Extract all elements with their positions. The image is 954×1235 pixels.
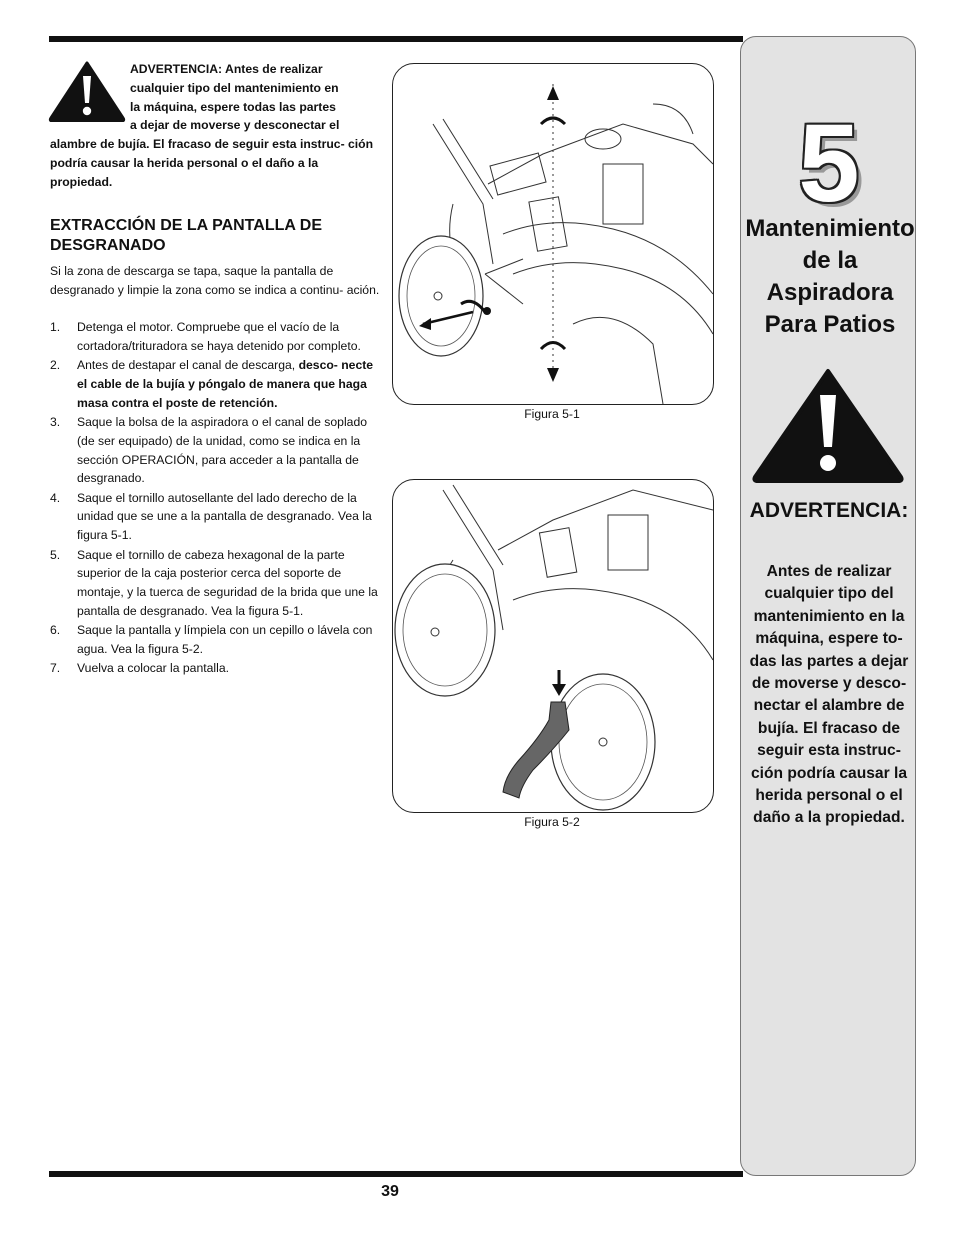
sidebar-warning-line: ción podría causar la: [751, 764, 907, 782]
bottom-rule: [49, 1171, 743, 1177]
step-number: 5.: [50, 547, 61, 562]
step-number: 2.: [50, 358, 61, 373]
sidebar-warning-text: [747, 561, 911, 830]
list-item: [50, 489, 382, 545]
step-number: 7.: [50, 661, 61, 676]
figure-5-2-caption: Figura 5-2: [524, 815, 580, 829]
list-item: [50, 356, 382, 412]
figure-5-2: [392, 479, 714, 813]
sidebar-warning-line: daño a la propiedad.: [753, 809, 905, 827]
page-number: 39: [381, 1183, 399, 1200]
step-text: Detenga el motor. Compruebe que el vacío de la cortadora/trituradora se haya detenido por completo.: [77, 320, 361, 353]
step-number: 3.: [50, 414, 61, 429]
figure-5-1: [392, 63, 714, 405]
sidebar-warning-line: bujía. El fracaso de: [757, 719, 901, 737]
sidebar-warning-line: cualquier tipo del: [764, 585, 894, 603]
list-item: [50, 621, 382, 659]
section-title: EXTRACCIÓN DE LA PANTALLA DE DESGRANADO: [50, 217, 322, 254]
chapter-title: [737, 213, 923, 341]
top-rule: [49, 36, 743, 42]
sidebar-warning-line: seguir esta instruc-: [757, 742, 901, 760]
sidebar-warning-line: Antes de realizar: [766, 563, 892, 580]
chapter-title-line: Para Patios: [764, 311, 896, 338]
steps-list: [50, 318, 382, 679]
step-number: 6.: [50, 623, 61, 638]
list-item: [50, 546, 382, 621]
list-item: [50, 318, 382, 356]
step-number: 4.: [50, 490, 61, 505]
list-item: [50, 659, 382, 678]
sidebar-warning-line: herida personal o el: [755, 787, 903, 805]
step-text: Saque el tornillo autosellante del lado derecho de la unidad que se une a la pantalla de desgranado. Vea la figura 5-1.: [77, 490, 372, 543]
list-item: [50, 413, 382, 488]
chapter-sidebar: [740, 36, 916, 1176]
warning-line: cualquier tipo del mantenimiento en: [130, 80, 339, 95]
warning-line: ADVERTENCIA: Antes de realizar: [130, 62, 323, 76]
chapter-title-line: de la: [802, 247, 858, 274]
sidebar-warning-heading: ADVERTENCIA:: [749, 499, 909, 522]
sidebar-warning-line: de moverse y desco-: [751, 675, 907, 693]
chapter-number: 5: [798, 102, 860, 225]
sidebar-warning-line: máquina, espere to-: [755, 630, 903, 648]
figure-5-1-illustration: [393, 64, 713, 404]
warning-rest: alambre de bujía. El fracaso de seguir esta instruc- ción podría causar la herida personal o el daño a la propiedad.: [50, 137, 374, 189]
figure-5-2-illustration: [393, 480, 713, 812]
step-text: Vuelva a colocar la pantalla.: [77, 661, 229, 676]
step-text: Saque la bolsa de la aspiradora o el canal de soplado (de ser equipado) de la unidad, como se indica en la sección OPERACIÓN, para acceder a la pantalla de desgranado.: [77, 414, 368, 486]
warning-paragraph: [50, 60, 380, 192]
figure-5-1-caption: Figura 5-1: [524, 407, 580, 421]
warning-line: a dejar de moverse y desconectar el: [130, 118, 340, 133]
sidebar-warning-line: nectar el alambre de: [753, 697, 905, 715]
section-intro: Si la zona de descarga se tapa, saque la pantalla de desgranado y limpie la zona como se indica a continu- ación.: [50, 264, 380, 297]
step-text: Saque el tornillo de cabeza hexagonal de la parte superior de la caja posterior cerca del soporte de montaje, y la tuerca de seguridad de la brida que une la pantalla de desgranado. Vea la figura 5-1.: [77, 547, 378, 618]
warning-triangle-icon: [751, 367, 905, 485]
chapter-title-line: Mantenimiento: [745, 215, 915, 242]
step-number: 1.: [50, 320, 61, 334]
chapter-title-line: Aspiradora: [766, 279, 894, 306]
sidebar-warning-line: mantenimiento en la: [753, 607, 905, 625]
sidebar-warning-line: das las partes a dejar: [749, 652, 909, 670]
warning-line: la máquina, espere todas las partes: [130, 99, 336, 114]
step-text-bold: desco- necte el cable de la bujía y póngalo de manera que haga masa contra el poste de retención.: [77, 358, 374, 410]
step-text: Saque la pantalla y límpiela con un cepillo o lávela con agua. Vea la figura 5-2.: [77, 623, 373, 657]
step-text: Antes de destapar el canal de descarga,: [77, 358, 299, 373]
